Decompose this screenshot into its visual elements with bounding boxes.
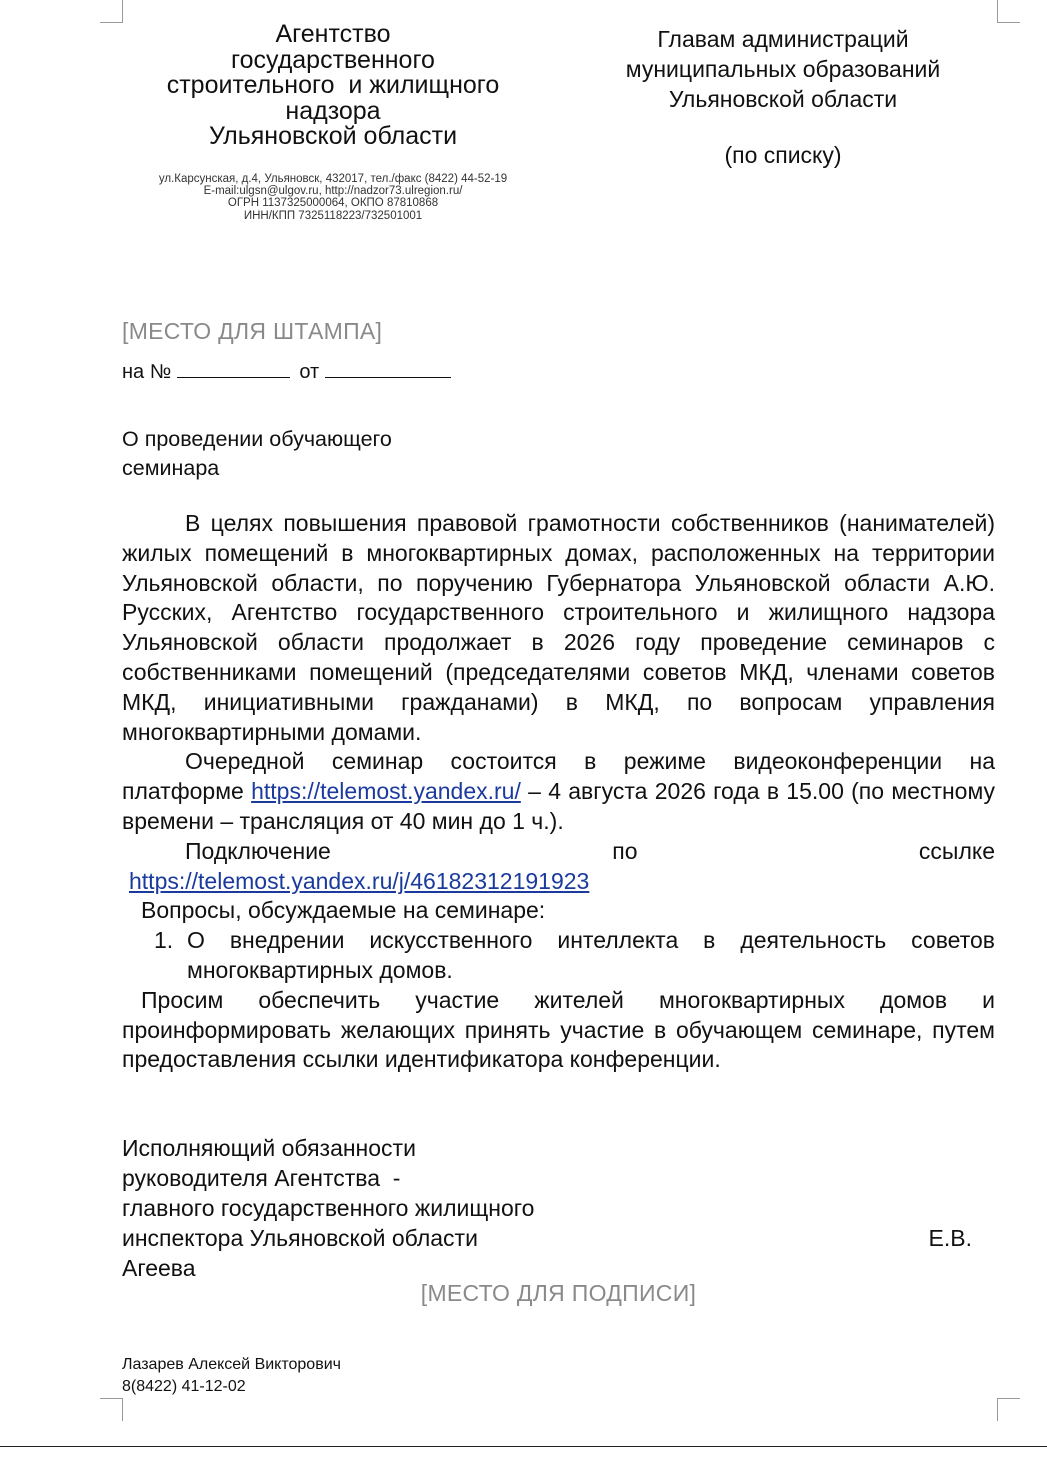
seminar-text-before: Очередной семинар состоится в режиме видеоконференции на платформе — [122, 748, 995, 805]
signature-placeholder: [МЕСТО ДЛЯ ПОДПИСИ] — [420, 1280, 697, 1306]
agency-line: Ульяновской области — [208, 122, 458, 150]
list-item-number: 1. — [154, 927, 174, 954]
seminar-paragraph — [122, 747, 995, 836]
connection-link[interactable]: https://telemost.yandex.ru/j/46182312191923 — [129, 867, 590, 894]
signature-block — [122, 1133, 972, 1283]
subject-line: семинара — [122, 456, 220, 480]
signer-title-line: Исполняющий обязанности — [122, 1135, 416, 1161]
reference-date-label: от — [299, 361, 320, 383]
agency-line: Агентство — [275, 20, 391, 48]
reference-number-label: на № — [122, 361, 172, 383]
crop-mark-bottom-left — [100, 1398, 123, 1421]
stamp-placeholder: [МЕСТО ДЛЯ ШТАМПА] — [122, 318, 383, 344]
platform-link[interactable]: https://telemost.yandex.ru/ — [251, 778, 521, 805]
signer-title-line: главного государственного жилищного — [122, 1195, 535, 1221]
signer-title-line: руководителя Агентства - — [122, 1165, 401, 1191]
crop-mark-top-left — [100, 0, 123, 23]
agency-line: строительного и жилищного — [166, 71, 500, 99]
request-paragraph: Просим обеспечить участие жителей многоквартирных домов и проинформировать желающих принять участие в обучающем семинаре, путем предоставления ссылки идентификатора конференции. — [122, 986, 995, 1073]
addressee-note: (по списку) — [724, 142, 842, 168]
connection-text: Подключение по ссылке — [185, 837, 995, 864]
executor-block — [122, 1354, 341, 1397]
reference-line — [122, 359, 451, 384]
reference-date-blank — [325, 359, 451, 378]
contact-ogrn: ОГРН 1137325000064, ОКПО 87810868 — [227, 197, 439, 210]
body-paragraph: В целях повышения правовой грамотности собственников (нанимателей) жилых помещений в многоквартирных домах, расположенных на территории Ульяновской области, по поручению Губернатора Ульяновской области А.Ю. Русских, Агентство государственного строительного и жилищного надзора Ульяновской области продолжает в 2026 году проведение семинаров с собственниками помещений (председателями советов МКД, членами советов МКД, инициативными гражданами) в МКД, по вопросам управления многоквартирными домами. — [122, 510, 995, 745]
contact-address: ул.Карсунская, д.4, Ульяновск, 432017, тел./факс (8422) 44-52-19 — [158, 173, 508, 185]
list-item — [122, 926, 995, 986]
agency-line: надзора — [285, 96, 381, 125]
crop-mark-top-right — [997, 0, 1020, 23]
seminar-text-after: – 4 августа 2026 года в 15.00 (по местному времени – трансляция от 40 мин до 1 ч.). — [122, 778, 996, 834]
questions-heading: Вопросы, обсуждаемые на семинаре: — [141, 897, 546, 924]
contact-inn: ИНН/КПП 7325118223/732501001 — [243, 209, 423, 222]
signer-initials: Е.В. — [928, 1225, 972, 1251]
page-bottom-divider — [0, 1446, 1047, 1447]
addressee-line: муниципальных образований — [625, 56, 941, 82]
addressee-block — [600, 24, 966, 114]
signer-surname: Агеева — [122, 1255, 196, 1281]
contact-email-website: E-mail:ulgsn@ulgov.ru, http://nadzor73.ulregion.ru/ — [203, 185, 463, 198]
list-item-text: О внедрении искусственного интеллекта в деятельность советов многоквартирных домов. — [187, 927, 995, 983]
reference-number-blank — [177, 359, 290, 378]
addressee-line: Главам администраций — [657, 26, 909, 52]
subject-line: О проведении обучающего — [122, 427, 392, 451]
letter-subject — [122, 425, 392, 483]
sender-contacts — [130, 173, 536, 222]
agency-line: государственного — [231, 45, 435, 74]
executor-phone: 8(8422) 41-12-02 — [122, 1377, 246, 1395]
executor-name: Лазарев Алексей Викторович — [122, 1356, 341, 1373]
addressee-line: Ульяновской области — [668, 86, 898, 112]
signer-title-line: инспектора Ульяновской области — [122, 1225, 478, 1251]
sender-agency-name — [130, 22, 536, 150]
letter-body — [122, 509, 995, 1075]
crop-mark-bottom-right — [997, 1398, 1020, 1421]
